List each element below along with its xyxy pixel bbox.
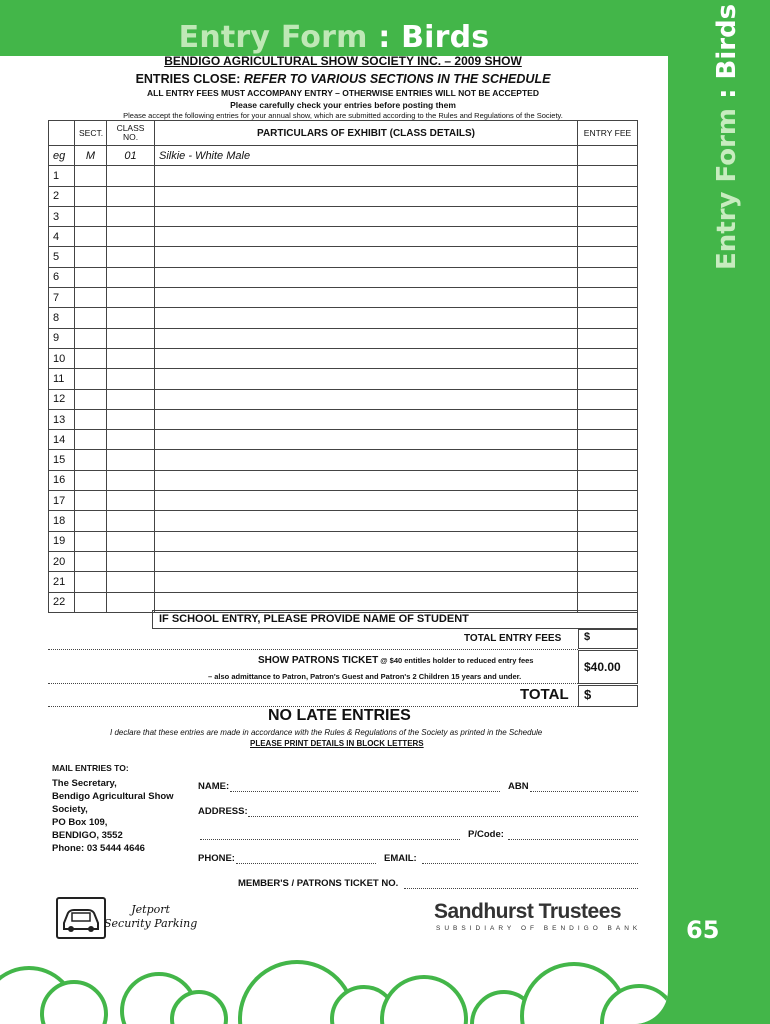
example-sect: M: [75, 146, 107, 166]
phone-label: PHONE:: [198, 853, 235, 864]
class-field[interactable]: [107, 267, 155, 287]
class-field[interactable]: [107, 430, 155, 450]
fee-field[interactable]: [578, 247, 638, 267]
mail-address: MAIL ENTRIES TO: The Secretary, Bendigo Agricultural Show Society, PO Box 109, BENDIGO, 3552 Phone: 03 5444 4646: [52, 763, 174, 854]
society-heading: BENDIGO AGRICULTURAL SHOW SOCIETY INC. – 2009 SHOW: [164, 54, 522, 68]
row-number: 1: [49, 166, 75, 186]
particulars-field[interactable]: [155, 247, 578, 267]
patrons-ticket: SHOW PATRONS TICKET @ $40 entitles holder to reduced entry fees: [258, 655, 534, 666]
col-fee: ENTRY FEE: [578, 121, 638, 146]
fee-field[interactable]: [578, 328, 638, 348]
sect-field[interactable]: [75, 288, 107, 308]
car-icon: [56, 897, 106, 939]
row-number: 2: [49, 186, 75, 206]
row-number: 5: [49, 247, 75, 267]
class-field[interactable]: [107, 592, 155, 612]
total-label: TOTAL: [520, 686, 569, 703]
class-field[interactable]: [107, 470, 155, 490]
fees-note: ALL ENTRY FEES MUST ACCOMPANY ENTRY – OTHERWISE ENTRIES WILL NOT BE ACCEPTED: [147, 88, 539, 98]
entries-close: ENTRIES CLOSE: REFER TO VARIOUS SECTIONS IN THE SCHEDULE: [135, 72, 551, 86]
row-number: 7: [49, 288, 75, 308]
fee-field[interactable]: [578, 186, 638, 206]
jetport-logo: Jetport Security Parking: [104, 903, 198, 930]
declaration: I declare that these entries are made in accordance with the Rules & Regulations of the Society as printed in the Schedule: [110, 728, 543, 737]
abn-label: ABN: [508, 781, 529, 792]
table-row: [49, 369, 638, 389]
page-number: 65: [686, 916, 720, 944]
sect-field[interactable]: [75, 450, 107, 470]
particulars-field[interactable]: [155, 206, 578, 226]
table-row: [49, 206, 638, 226]
sandhurst-subtitle: SUBSIDIARY OF BENDIGO BANK: [436, 925, 642, 932]
member-ticket-field[interactable]: [404, 888, 638, 889]
name-label: NAME:: [198, 781, 230, 792]
class-field[interactable]: [107, 491, 155, 511]
row-number: 16: [49, 470, 75, 490]
pcode-field[interactable]: [508, 839, 638, 840]
row-number: 18: [49, 511, 75, 531]
sect-field[interactable]: [75, 470, 107, 490]
table-row: [49, 247, 638, 267]
particulars-field[interactable]: [155, 267, 578, 287]
particulars-field[interactable]: [155, 409, 578, 429]
fee-field[interactable]: [578, 369, 638, 389]
no-late-entries: NO LATE ENTRIES: [268, 707, 411, 724]
class-field[interactable]: [107, 308, 155, 328]
mail-heading: MAIL ENTRIES TO:: [52, 763, 129, 773]
fee-field[interactable]: [578, 470, 638, 490]
particulars-field[interactable]: [155, 328, 578, 348]
table-row: [49, 450, 638, 470]
fee-field[interactable]: [578, 267, 638, 287]
row-number: 17: [49, 491, 75, 511]
sect-field[interactable]: [75, 186, 107, 206]
class-field[interactable]: [107, 348, 155, 368]
class-field[interactable]: [107, 389, 155, 409]
fee-field[interactable]: [578, 491, 638, 511]
member-ticket-label: MEMBER'S / PATRONS TICKET NO.: [238, 878, 399, 889]
particulars-field[interactable]: [155, 551, 578, 571]
row-number: 10: [49, 348, 75, 368]
class-field[interactable]: [107, 227, 155, 247]
sandhurst-logo: Sandhurst Trustees: [434, 900, 622, 923]
fee-field[interactable]: [578, 572, 638, 592]
class-field[interactable]: [107, 531, 155, 551]
total-field[interactable]: $: [578, 685, 638, 707]
email-field[interactable]: [422, 863, 638, 864]
particulars-field[interactable]: [155, 389, 578, 409]
sect-field[interactable]: [75, 511, 107, 531]
fee-field[interactable]: [578, 531, 638, 551]
row-number: 21: [49, 572, 75, 592]
divider-2: [48, 683, 578, 684]
example-class: 01: [107, 146, 155, 166]
fee-field[interactable]: [578, 227, 638, 247]
total-fees-label: TOTAL ENTRY FEES: [464, 633, 562, 644]
sect-field[interactable]: [75, 267, 107, 287]
row-number: 11: [49, 369, 75, 389]
example-label: eg: [49, 146, 75, 166]
sect-field[interactable]: [75, 369, 107, 389]
particulars-field[interactable]: [155, 491, 578, 511]
pcode-label: P/Code:: [468, 829, 504, 840]
school-entry-field[interactable]: IF SCHOOL ENTRY, PLEASE PROVIDE NAME OF STUDENT: [152, 610, 638, 629]
class-field[interactable]: [107, 206, 155, 226]
example-particulars: Silkie - White Male: [155, 146, 578, 166]
particulars-field[interactable]: [155, 511, 578, 531]
table-row: [49, 166, 638, 186]
class-field[interactable]: [107, 369, 155, 389]
total-fees-field[interactable]: $: [578, 629, 638, 649]
example-fee: [578, 146, 638, 166]
row-number: 13: [49, 409, 75, 429]
fee-field[interactable]: [578, 308, 638, 328]
entries-table: [48, 120, 638, 613]
sect-field[interactable]: [75, 247, 107, 267]
block-letters-note: PLEASE PRINT DETAILS IN BLOCK LETTERS: [250, 739, 424, 748]
name-field[interactable]: [230, 791, 500, 792]
table-row: [49, 348, 638, 368]
table-row: [49, 551, 638, 571]
particulars-field[interactable]: [155, 348, 578, 368]
fee-field[interactable]: [578, 430, 638, 450]
table-row: [49, 227, 638, 247]
row-number: 4: [49, 227, 75, 247]
class-field[interactable]: [107, 166, 155, 186]
particulars-field[interactable]: [155, 470, 578, 490]
fee-field[interactable]: [578, 511, 638, 531]
class-field[interactable]: [107, 511, 155, 531]
row-number: 12: [49, 389, 75, 409]
fee-field[interactable]: [578, 288, 638, 308]
row-number: 3: [49, 206, 75, 226]
row-number: 20: [49, 551, 75, 571]
table-row: [49, 511, 638, 531]
particulars-field[interactable]: [155, 227, 578, 247]
class-field[interactable]: [107, 288, 155, 308]
table-row: [49, 288, 638, 308]
email-label: EMAIL:: [384, 853, 417, 864]
address-label: ADDRESS:: [198, 806, 248, 817]
accept-note: Please accept the following entries for your annual show, which are submitted according to the Rules and Regulations of the Society.: [123, 111, 563, 120]
sect-field[interactable]: [75, 206, 107, 226]
particulars-field[interactable]: [155, 369, 578, 389]
fee-field[interactable]: [578, 450, 638, 470]
abn-field[interactable]: [530, 791, 638, 792]
check-note: Please carefully check your entries before posting them: [230, 100, 456, 110]
table-row: [49, 470, 638, 490]
row-number: 19: [49, 531, 75, 551]
example-row: [49, 146, 638, 166]
sect-field[interactable]: [75, 308, 107, 328]
row-number: 9: [49, 328, 75, 348]
row-number: 15: [49, 450, 75, 470]
particulars-field[interactable]: [155, 166, 578, 186]
class-field[interactable]: [107, 409, 155, 429]
sect-field[interactable]: [75, 491, 107, 511]
sect-field[interactable]: [75, 430, 107, 450]
class-field[interactable]: [107, 186, 155, 206]
address-field[interactable]: [248, 816, 638, 817]
divider-1: [48, 649, 578, 650]
corner-cell: [49, 121, 75, 146]
sect-field[interactable]: [75, 572, 107, 592]
table-row: [49, 409, 638, 429]
fee-field[interactable]: [578, 409, 638, 429]
table-row: [49, 491, 638, 511]
particulars-field[interactable]: [155, 186, 578, 206]
fee-field[interactable]: [578, 166, 638, 186]
row-number: 14: [49, 430, 75, 450]
sect-field[interactable]: [75, 592, 107, 612]
sect-field[interactable]: [75, 227, 107, 247]
class-field[interactable]: [107, 247, 155, 267]
sect-field[interactable]: [75, 409, 107, 429]
sect-field[interactable]: [75, 348, 107, 368]
class-field[interactable]: [107, 551, 155, 571]
patrons-price[interactable]: $40.00: [578, 650, 638, 684]
fee-field[interactable]: [578, 551, 638, 571]
particulars-field[interactable]: [155, 450, 578, 470]
sect-field[interactable]: [75, 328, 107, 348]
particulars-field[interactable]: [155, 308, 578, 328]
particulars-field[interactable]: [155, 430, 578, 450]
col-class: CLASS NO.: [107, 121, 155, 146]
table-row: [49, 328, 638, 348]
fee-field[interactable]: [578, 206, 638, 226]
table-row: [49, 531, 638, 551]
particulars-field[interactable]: [155, 288, 578, 308]
sect-field[interactable]: [75, 389, 107, 409]
particulars-field[interactable]: [155, 531, 578, 551]
page-title: Entry Form : Birds: [178, 20, 490, 55]
fee-field[interactable]: [578, 348, 638, 368]
row-number: 8: [49, 308, 75, 328]
class-field[interactable]: [107, 328, 155, 348]
table-row: [49, 186, 638, 206]
side-title: Entry Form : Birds: [712, 3, 742, 270]
table-row: [49, 308, 638, 328]
class-field[interactable]: [107, 450, 155, 470]
row-number: 22: [49, 592, 75, 612]
phone-field[interactable]: [236, 863, 376, 864]
sect-field[interactable]: [75, 531, 107, 551]
col-particulars: PARTICULARS OF EXHIBIT (CLASS DETAILS): [155, 121, 578, 146]
sect-field[interactable]: [75, 166, 107, 186]
fee-field[interactable]: [578, 389, 638, 409]
table-row: [49, 267, 638, 287]
table-row: [49, 389, 638, 409]
patrons-note: – also admittance to Patron, Patron's Guest and Patron's 2 Children 15 years and under.: [208, 672, 522, 681]
row-number: 6: [49, 267, 75, 287]
class-field[interactable]: [107, 572, 155, 592]
col-sect: SECT.: [75, 121, 107, 146]
particulars-field[interactable]: [155, 572, 578, 592]
address-field-2[interactable]: [200, 839, 460, 840]
table-row: [49, 430, 638, 450]
sect-field[interactable]: [75, 551, 107, 571]
table-row: [49, 572, 638, 592]
